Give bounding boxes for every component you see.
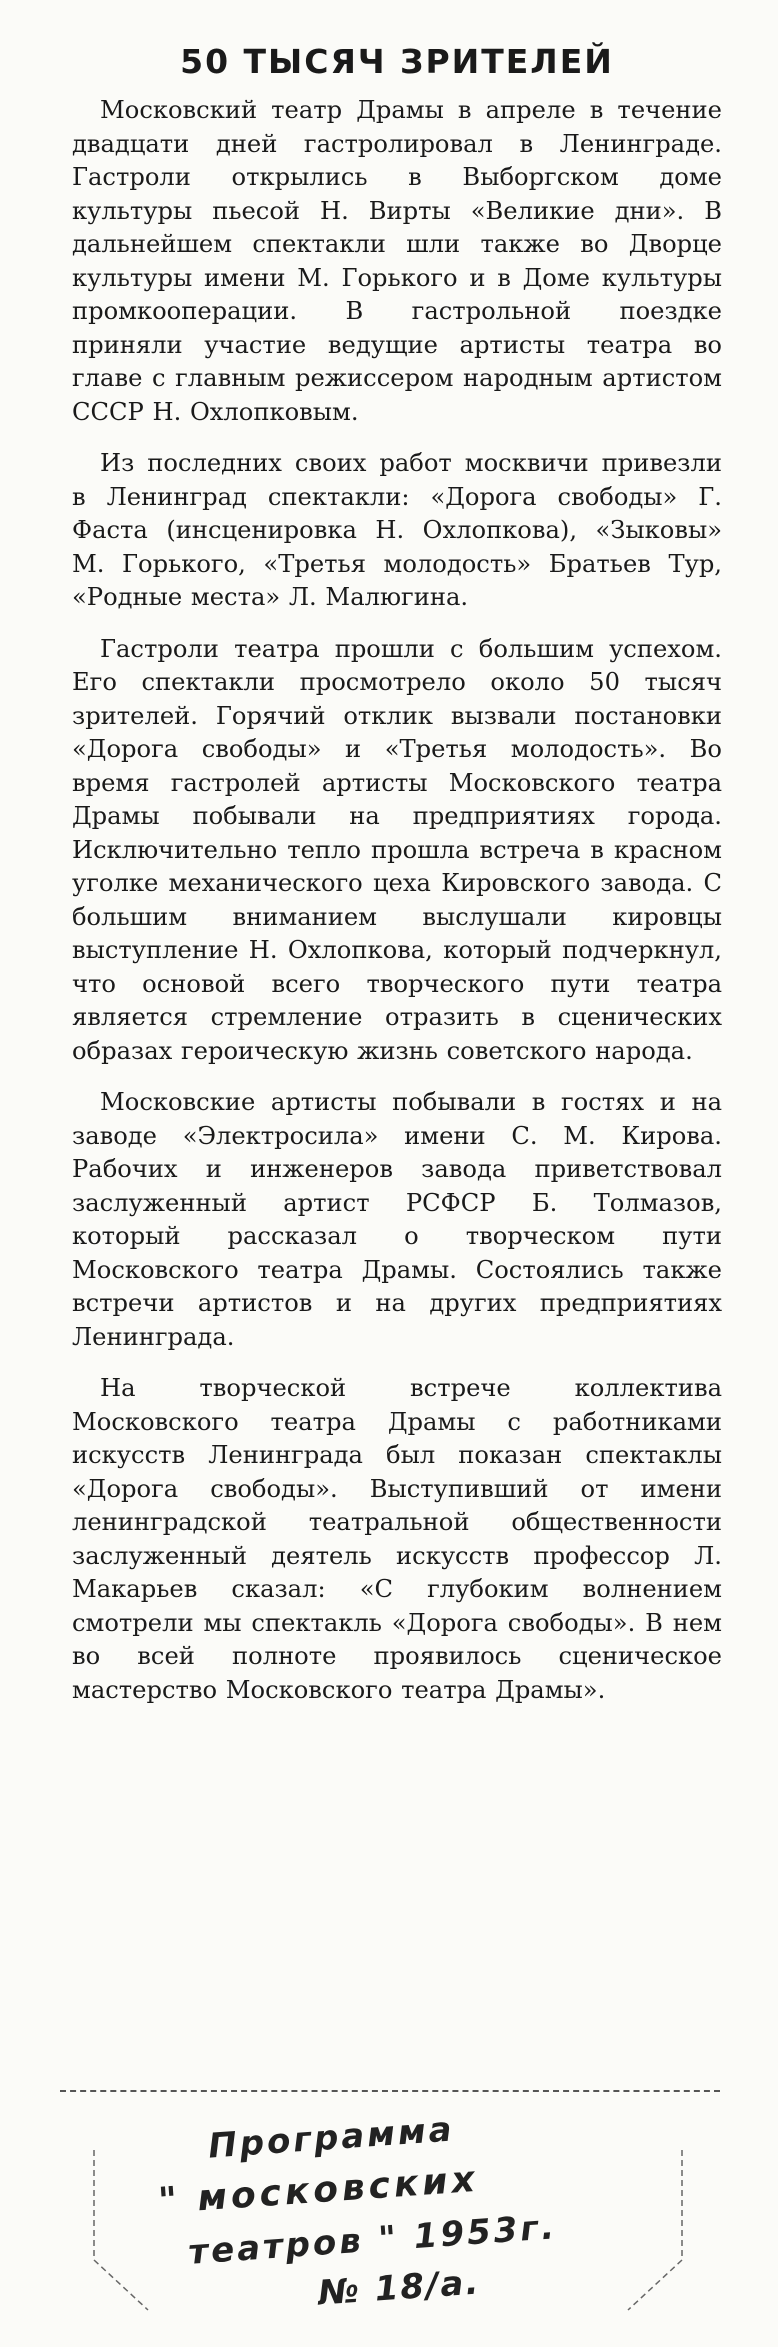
article-paragraph-2: Из последних своих работ москвичи привезли в Ленинград спектакли: «Дорога свободы» Г. Фаста (инсценировка Н. Охлопкова), «Зыковы» М. Горького, «Третья молодость» Братьев Тур, «Родные места» Л. Малюгина. bbox=[72, 449, 722, 611]
article-paragraph-1: Московский театр Драмы в апреле в течение двадцати дней гастролировал в Ленинграде. Гастроли открылись в Выборгском доме культуры пьесой Н. Вирты «Великие дни». В дальнейшем спектакли шли также во Дворце культуры имени М. Горького и в Доме культуры промкооперации. В гастрольной поездке приняли участие ведущие артисты театра во главе с главным режиссером народным артистом СССР Н. Охлопковым. bbox=[72, 96, 722, 426]
newspaper-clipping bbox=[72, 40, 722, 1725]
annotation-line-1: Программа bbox=[206, 2109, 456, 2167]
annotation-line-2: " московских bbox=[156, 2158, 480, 2223]
cut-line-divider bbox=[60, 2090, 720, 2092]
handwritten-annotation bbox=[88, 2110, 688, 2315]
article-paragraph-5: На творческой встрече коллектива Московского театра Драмы с работниками искусств Ленинграда был показан спектаклы «Дорога свободы». Выступивший от имени ленинградской театральной общественности заслуженный деятель искусств профессор Л. Макарьев сказал: «С глубоким волнением смотрели мы спектакль «Дорога свободы». В нем во всей полноте проявилось сценическое мастерство Московского театра Драмы». bbox=[72, 1374, 722, 1704]
article-paragraph-4: Московские артисты побывали в гостях и на заводе «Электросила» имени С. М. Кирова. Рабочих и инженеров завода приветствовал заслуженный артист РСФСР Б. Толмазов, который рассказал о творческом пути Московского театра Драмы. Состоялись также встречи артистов и на других предприятиях Ленинграда. bbox=[72, 1088, 722, 1351]
article-paragraph-3: Гастроли театра прошли с большим успехом. Его спектакли просмотрело около 50 тысяч зрителей. Горячий отклик вызвали постановки «Дорога свободы» и «Третья молодость». Во время гастролей артисты Московского театра Драмы побывали на предприятиях города. Исключительно тепло прошла встреча в красном уголке механического цеха Кировского завода. С большим вниманием выслушали кировцы выступление Н. Охлопкова, который подчеркнул, что основой всего творческого пути театра является стремление отразить в сценических образах героическую жизнь советского народа. bbox=[72, 634, 722, 1065]
headline: 50 ТЫСЯЧ ЗРИТЕЛЕЙ bbox=[180, 42, 614, 81]
annotation-line-3: театров " 1953г. bbox=[187, 2207, 559, 2273]
annotation-line-4: № 18/а. bbox=[316, 2262, 482, 2314]
